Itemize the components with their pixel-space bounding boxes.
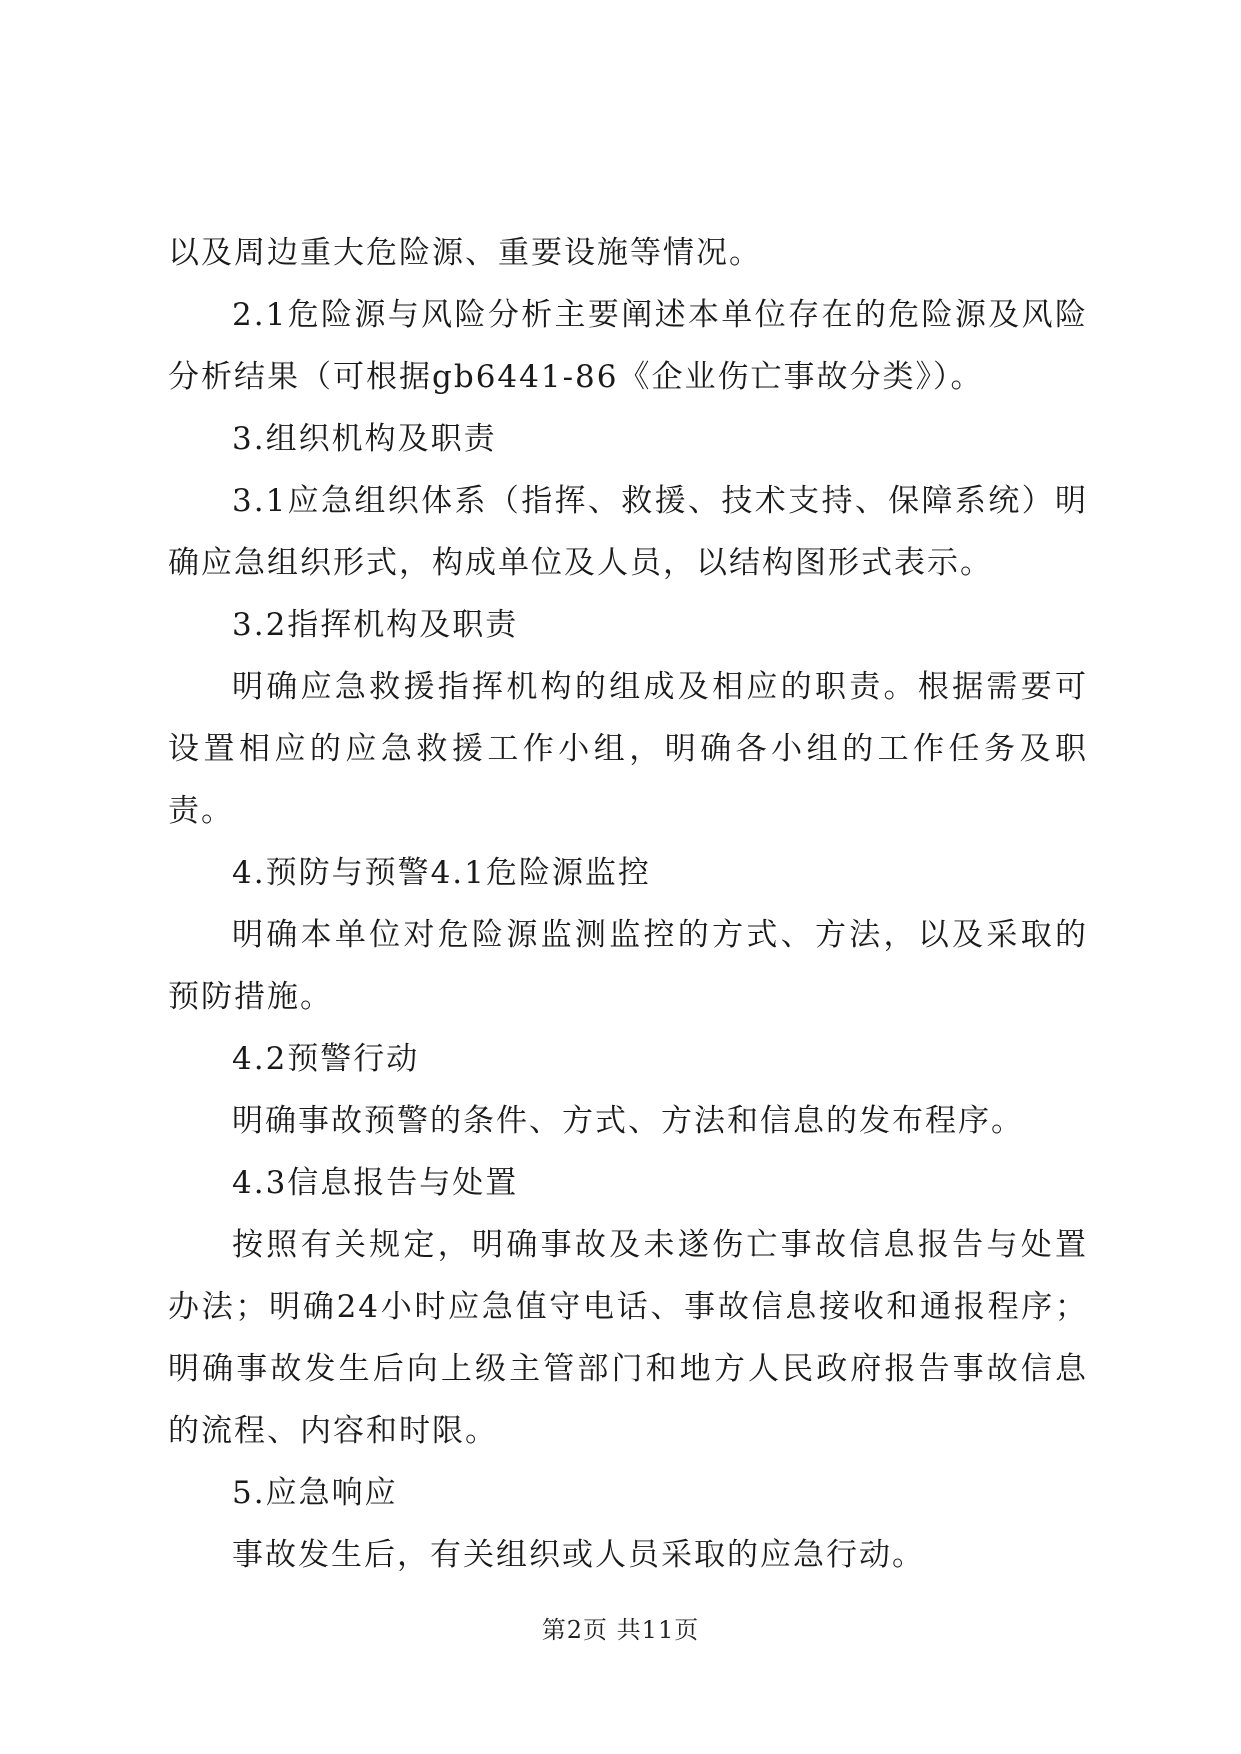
heading-4-3-info-report: 4.3信息报告与处置 (232, 1165, 519, 1201)
page-footer: 第2页 共11页 (541, 1616, 700, 1644)
paragraph-warning-conditions: 明确事故预警的条件、方式、方法和信息的发布程序。 (232, 1103, 1024, 1139)
paragraph-command-duties: 明确应急救援指挥机构的组成及相应的职责。根据需要可设置相应的应急救援工作小组，明确各小组的工作任务及职责。 (168, 669, 1088, 829)
heading-4-prevention-warning: 4.预防与预警4.1危险源监控 (232, 855, 651, 891)
heading-3-organization: 3.组织机构及职责 (232, 421, 497, 457)
document-body (168, 222, 1088, 1586)
paragraph-3-1-emergency-system: 3.1应急组织体系（指挥、救援、技术支持、保障系统）明确应急组织形式，构成单位及人员，以结构图形式表示。 (168, 483, 1088, 581)
paragraph-hazard-monitoring: 明确本单位对危险源监测监控的方式、方法，以及采取的预防措施。 (168, 917, 1088, 1015)
paragraph-response-actions: 事故发生后，有关组织或人员采取的应急行动。 (232, 1537, 925, 1573)
heading-3-2-command: 3.2指挥机构及职责 (232, 607, 519, 643)
paragraph-2-1-hazard-analysis: 2.1危险源与风险分析主要阐述本单位存在的危险源及风险分析结果（可根据gb6441-86《企业伤亡事故分类》）。 (168, 297, 1088, 395)
heading-5-emergency-response: 5.应急响应 (232, 1475, 398, 1511)
heading-4-2-warning-action: 4.2预警行动 (232, 1041, 420, 1077)
paragraph-info-report-procedure: 按照有关规定，明确事故及未遂伤亡事故信息报告与处置办法；明确24小时应急值守电话、事故信息接收和通报程序；明确事故发生后向上级主管部门和地方人民政府报告事故信息的流程、内容和时限。 (168, 1227, 1088, 1449)
paragraph-continuation: 以及周边重大危险源、重要设施等情况。 (168, 235, 762, 271)
